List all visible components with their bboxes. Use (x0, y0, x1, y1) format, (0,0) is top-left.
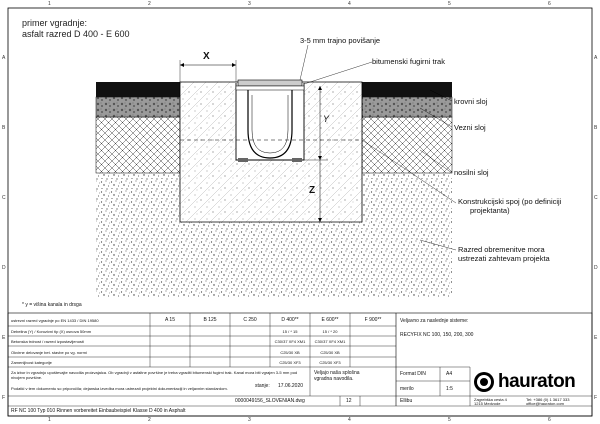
tb-strength-label: Okvirne delovanje bet. stavbe po vg. normi (11, 350, 87, 355)
tb-alt-e600: C25/30 XF3 (319, 360, 341, 365)
edge-mark-bottom-5: 5 (448, 417, 451, 423)
tb-phone: Tel: +386 (0) 1 3617 333 (526, 397, 570, 402)
surface-layer-right (362, 82, 452, 97)
edge-mark-right-a: A (594, 55, 598, 61)
surface-layer-left (96, 82, 180, 97)
tb-format-label: Format DIN (400, 371, 426, 377)
edge-mark-bottom-3: 3 (248, 417, 251, 423)
drawing-title-line1: primer vgradnje: (22, 18, 88, 28)
tb-scale-value: 1:5 (446, 386, 453, 392)
base-layer-left (96, 117, 180, 173)
edge-mark-top-3: 3 (248, 1, 251, 7)
edge-mark-right-c: C (594, 195, 598, 201)
channel-grate (238, 80, 302, 86)
tb-class-d400: D 400** (281, 317, 299, 323)
tb-ref-standard: ustrezni razred vgradnje po EN 1433 / DIN 19580 (11, 318, 99, 323)
tb-address-1: Zagrebška cesta 4 (474, 397, 507, 402)
edge-mark-left-c: C (2, 195, 6, 201)
binder-layer-right (362, 97, 452, 117)
edge-mark-bottom-1: 1 (48, 417, 51, 423)
hauraton-logo (474, 369, 586, 395)
hauraton-logo-icon (474, 372, 494, 392)
tb-strength-e600: C25/30 XB (320, 350, 340, 355)
tb-thickness-d400: 15 / * 15 (282, 329, 298, 334)
edge-mark-right-f: F (594, 395, 598, 401)
tb-applies-systems: RECYFIX NC 100, 150, 200, 300 (400, 332, 474, 338)
label-bitumen-joint-tape: bitumenski fugirni trak (372, 57, 445, 66)
dim-z-label: Z (309, 185, 316, 196)
tb-scale-label: merilo (400, 386, 414, 392)
edge-mark-left-e: E (2, 335, 6, 341)
tb-concrete-d400: C30/37 XF4 XM1 (274, 339, 306, 344)
edge-mark-bottom-4: 4 (348, 417, 351, 423)
footnote-y-definition: * y = višina kanala in drsga (22, 302, 82, 308)
edge-mark-bottom-2: 2 (148, 417, 151, 423)
tb-thickness-e600: 15 / * 20 (322, 329, 338, 334)
edge-mark-left-b: B (2, 125, 6, 131)
edge-mark-top-4: 4 (348, 1, 351, 7)
dim-y-label: Y (323, 114, 330, 124)
tb-date-label: stanje: (255, 383, 270, 389)
tb-strength-d400: C25/30 XB (280, 350, 300, 355)
tb-email: office@hauraton.com (526, 401, 565, 406)
label-construction-joint-1: Konstrukcijski spoj (po definiciji (458, 197, 562, 206)
edge-mark-top-2: 2 (148, 1, 151, 7)
label-permanent-raise: 3-5 mm trajno povišanje (300, 36, 381, 45)
tb-alt-label: Zamenljivost kategorije (11, 360, 52, 365)
channel-profile (248, 90, 292, 158)
tb-date-value: 17.06.2020 (278, 383, 304, 389)
label-construction-joint-2: projektanta) (470, 206, 510, 215)
edge-mark-top-5: 5 (448, 1, 451, 7)
tb-class-f900: F 900** (364, 317, 382, 323)
tb-edition: Ellibu (400, 398, 413, 404)
tb-address-2: 1215 Medvode (474, 401, 501, 406)
edge-mark-top-6: 6 (548, 1, 551, 7)
label-binder-layer: Vezni sloj (454, 123, 486, 132)
edge-mark-right-d: D (594, 265, 598, 271)
tb-valid-note-2: vgradna navodila. (314, 376, 354, 382)
tb-note-2: Podatki v tem dokumentu so priporočila; dejanska izvedba mora ustrezati projektni dokumentaciji in veljavnim standardom. (11, 386, 228, 391)
edge-mark-right-e: E (594, 335, 598, 341)
tb-note-1: Za izbor in vgradnjo upoštevajte navodila proizvajalca. Ob vgradnji v asfaltne površine je treba vgraditi bitumenski fugirni trak. Kanal mora biti vgrajen 3-5 mm pod nivojem površine. (11, 370, 298, 380)
tb-alt-d400: C25/30 XF3 (279, 360, 301, 365)
tb-footer-description: RF NC 100 Typ 010 Rinnen vorbereitet Einbaubeispiel Klasse D 400 in Asphalt (11, 408, 186, 414)
dim-x-label: X (203, 51, 210, 62)
drawing-title-line2: asfalt razred D 400 - E 600 (22, 29, 130, 39)
tb-concrete-label: Betonska trdnost / razred izpostavljenosti (11, 339, 84, 344)
tb-class-c250: C 250 (243, 317, 257, 323)
label-load-class-1: Razred obremenitve mora (458, 245, 545, 254)
tb-doc-number: 0000049156_SLOVENIAN.dwg (235, 398, 305, 404)
label-surface-layer: krovni sloj (454, 97, 488, 106)
tb-format-value: A4 (446, 371, 453, 377)
edge-mark-right-b: B (594, 125, 598, 131)
edge-mark-left-d: D (2, 265, 6, 271)
tb-valid-note-1: Veljajo naša splošna (314, 370, 360, 376)
edge-mark-top-1: 1 (48, 1, 51, 7)
tb-revision: 12 (346, 398, 352, 404)
binder-layer-left (96, 97, 180, 117)
edge-mark-left-f: F (2, 395, 6, 401)
base-layer-right (362, 117, 452, 173)
label-load-class-2: ustrezati zahtevam projekta (458, 254, 550, 263)
tb-class-a15: A 15 (164, 317, 175, 323)
edge-mark-bottom-6: 6 (548, 417, 551, 423)
tb-class-b125: B 125 (203, 317, 217, 323)
tb-thickness-label: Debelina (Y) / Korozivni tip (X) osnova 50mm (11, 329, 92, 334)
label-base-layer: nosilni sloj (454, 168, 489, 177)
tb-applies-title: Veljavno za naslednje sisteme: (400, 318, 469, 324)
edge-mark-left-a: A (2, 55, 6, 61)
tb-class-e600: E 600** (321, 317, 339, 323)
tb-concrete-e600: C30/37 XF4 XM1 (314, 339, 346, 344)
hauraton-logo-text: hauraton (498, 371, 576, 392)
